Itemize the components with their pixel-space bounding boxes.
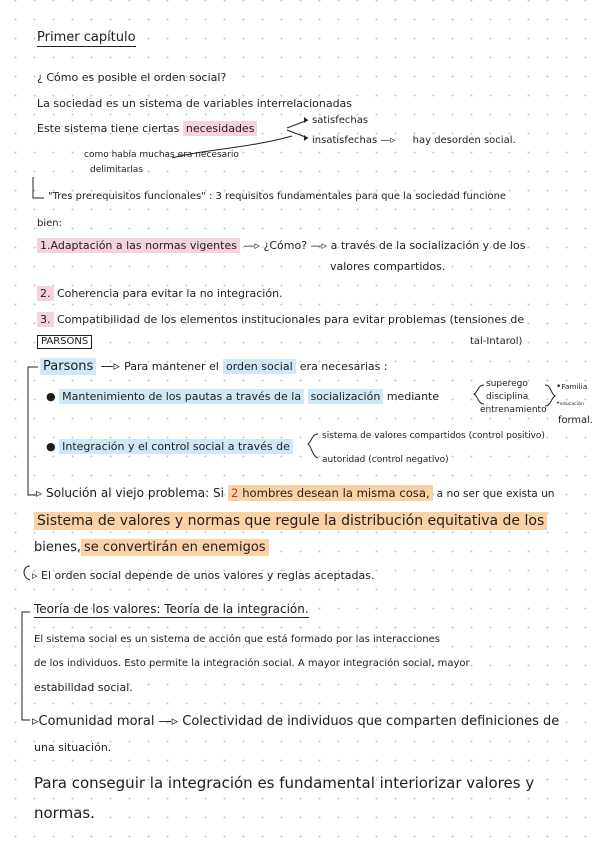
moral-line — [32, 715, 559, 728]
solution-line-2-text: Sistema de valores y normas que regule la distribución equitativa de los — [34, 512, 547, 530]
maintenance-text: Mantenimiento de los pautas a través de la — [59, 389, 304, 404]
item-1-question: ¿Cómo? — [263, 239, 308, 252]
item-3 — [37, 314, 524, 325]
prerequisites-line-end: bien: — [37, 218, 62, 229]
maint-agent-2: •educación — [556, 399, 584, 407]
unsatisfied-result: hay desorden social. — [412, 135, 516, 146]
arrow-icon: —▹ — [158, 714, 179, 729]
item-3-text: Compatibilidad de los elementos institucionales para evitar problemas (tensiones de — [57, 313, 525, 326]
satisfied-label: satisfechas — [312, 115, 369, 126]
needs-word: necesidades — [183, 121, 258, 136]
bullet-icon: ● — [46, 390, 56, 403]
arrow-icon: —▹ — [310, 239, 328, 252]
arrow-icon: —▹ — [243, 239, 260, 252]
parsons-line — [40, 360, 388, 373]
bullet-icon: ● — [46, 440, 56, 453]
solution-line-2 — [34, 514, 547, 528]
arrow-icon: —▹ — [380, 135, 396, 146]
solution-highlight — [228, 485, 433, 501]
moral-term: Comunidad moral — [38, 714, 155, 729]
item-1-label — [37, 238, 240, 253]
note-line-1: como había muchas era necesario — [84, 150, 239, 160]
solution-number: 2 — [230, 486, 239, 500]
item-1-answer: a través de la socialización y de los — [330, 239, 526, 252]
theory-title: Teoría de los valores: Teoría de la integración. — [34, 602, 309, 616]
moral-line-2: una situación. — [34, 741, 112, 754]
solution-text-b: hombres desean la misma cosa, — [242, 486, 430, 500]
question: ¿ Cómo es posible el orden social? — [37, 71, 227, 84]
solution-bienes: bienes, — [34, 540, 82, 555]
order-line — [32, 570, 374, 581]
unsatisfied-label — [312, 136, 516, 146]
parsons-text-c: era necesarias : — [299, 360, 388, 373]
arrow-icon: ▹ — [32, 714, 39, 729]
arrow-icon: ▹ — [32, 569, 38, 582]
arrow-icon: —▹ — [100, 359, 120, 374]
theory-paragraph-1: El sistema social es un sistema de acción que está formado por las interacciones — [34, 634, 440, 645]
item-2 — [37, 288, 283, 299]
theory-paragraph-3: estabilidad social. — [34, 681, 133, 694]
moral-definition: Colectividad de individuos que comparten definiciones de — [182, 714, 560, 729]
item-2-number: 2. — [37, 286, 54, 301]
solution-enemies: se convertirán en enemigos — [81, 539, 269, 556]
note-line-2: delimitarlas — [90, 165, 143, 175]
intro-line-1: La sociedad es un sistema de variables interrelacionadas — [37, 97, 353, 110]
intro-line-2-text: Este sistema tiene ciertas — [37, 122, 180, 135]
maintenance-line — [46, 391, 439, 402]
item-1-text: Adaptación a las normas vigentes — [50, 239, 237, 252]
prerequisites-line: "Tres prerequisitos funcionales" : 3 requisitos fundamentales para que la sociedad funcione — [48, 191, 507, 202]
final-line-1: Para conseguir la integración es fundamental interiorizar valores y — [34, 774, 535, 792]
item-1 — [37, 240, 525, 251]
parsons-text-a: Para mantener el — [124, 360, 219, 373]
solution-line-3 — [34, 541, 269, 554]
integration-opt-1: sistema de valores compartidos (control positivo) — [322, 431, 545, 441]
maintenance-mediante: mediante — [386, 390, 440, 403]
item-1-number: 1. — [40, 239, 51, 252]
maint-opt-1: superego — [486, 379, 528, 389]
order-text: El orden social depende de unos valores y reglas aceptadas. — [41, 569, 375, 582]
item-3-tail: tal-Intarol) — [470, 336, 523, 347]
arrow-icon: ▹ — [36, 486, 43, 500]
item-1-answer-2: valores compartidos. — [330, 260, 446, 273]
integration-opt-2: autoridad (control negativo) — [322, 455, 449, 465]
solution-text-c: a no ser que exista un — [436, 488, 555, 500]
maintenance-socialization: socialización — [308, 389, 384, 404]
integration-text: Integración y el control social a través de — [59, 439, 293, 454]
maint-agent-1-text: Familia — [561, 382, 588, 391]
solution-line-1 — [36, 487, 554, 500]
maint-opt-3: entrenamiento — [480, 405, 547, 415]
maint-agent-2-text: educación — [559, 402, 584, 407]
parsons-orden-social: orden social — [223, 359, 296, 374]
intro-line-2 — [37, 123, 257, 134]
parsons-name: Parsons — [40, 358, 96, 375]
maint-agent-1: •Familia — [556, 382, 588, 392]
maint-agent-3: formal. — [558, 415, 593, 426]
solution-text-a: Solución al viejo problema: Si — [46, 486, 224, 500]
final-line-2: normas. — [34, 804, 95, 822]
integration-line — [46, 441, 293, 452]
maint-opt-2: disciplina — [486, 392, 529, 402]
parsons-box: PARSONS — [37, 335, 92, 349]
item-2-text: Coherencia para evitar la no integración. — [57, 287, 283, 300]
unsatisfied-text: insatisfechas — [312, 135, 378, 146]
theory-paragraph-2: de los individuos. Esto permite la integración social. A mayor integración social, mayor — [34, 658, 470, 669]
item-3-number: 3. — [37, 312, 54, 327]
page-title: Primer capítulo — [37, 30, 136, 45]
